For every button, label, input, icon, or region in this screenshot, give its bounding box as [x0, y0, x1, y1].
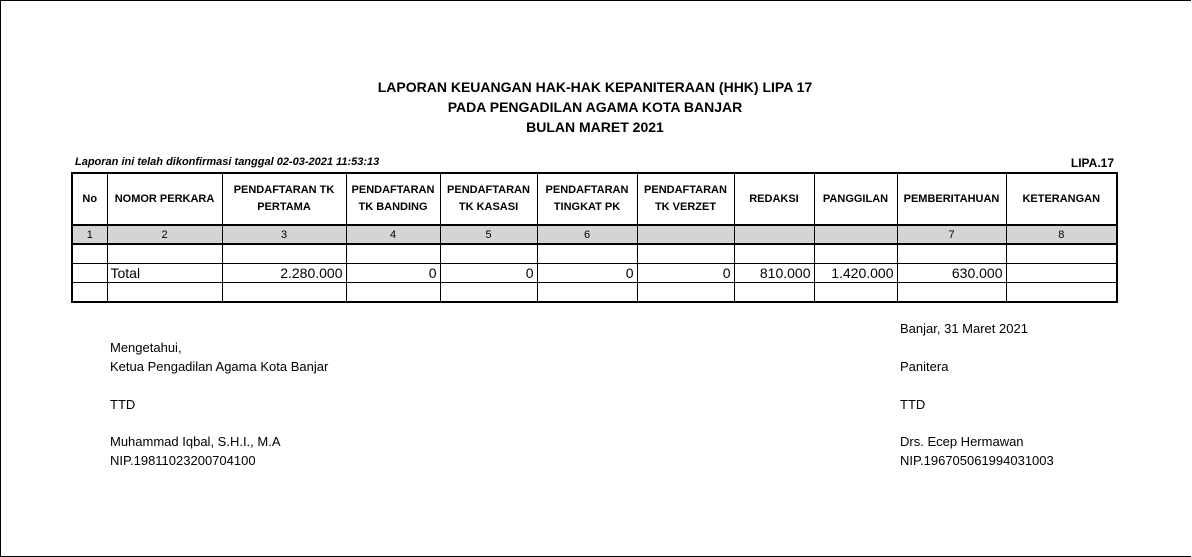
left-position: Ketua Pengadilan Agama Kota Banjar: [110, 359, 329, 374]
table-cell: [637, 244, 734, 264]
column-number: 7: [897, 225, 1006, 244]
column-number: 3: [222, 225, 346, 244]
table-cell: [734, 283, 814, 303]
table-row-total: [72, 264, 1117, 283]
header-no: No: [72, 173, 107, 225]
report-title: [0, 77, 1190, 137]
table-cell: [222, 244, 346, 264]
table-cell: [537, 283, 637, 303]
total-redaksi: 810.000: [734, 264, 814, 283]
column-number: 2: [107, 225, 222, 244]
header-tingkat-pk: PENDAFTARAN TINGKAT PK: [537, 173, 637, 225]
header-tk-verzet: PENDAFTARAN TK VERZET: [637, 173, 734, 225]
table-cell: [72, 283, 107, 303]
confirmation-note: Laporan ini telah dikonfirmasi tanggal 02-03-2021 11:53:13: [75, 156, 380, 168]
header-tk-kasasi: PENDAFTARAN TK KASASI: [440, 173, 537, 225]
total-keterangan: [1006, 264, 1117, 283]
total-tk-kasasi: 0: [440, 264, 537, 283]
form-code: LIPA.17: [1070, 156, 1114, 170]
table-cell: [222, 283, 346, 303]
acknowledge-text: Mengetahui,: [110, 340, 182, 355]
signature-block-left: [110, 338, 328, 470]
header-tk-pertama: PENDAFTARAN TK PERTAMA: [222, 173, 346, 225]
total-tk-verzet: 0: [637, 264, 734, 283]
table-cell: [346, 244, 440, 264]
column-number: 5: [440, 225, 537, 244]
column-number: 4: [346, 225, 440, 244]
table-header-row: [72, 173, 1117, 225]
table-cell: [346, 283, 440, 303]
table-cell: [1006, 283, 1117, 303]
header-keterangan: KETERANGAN: [1006, 173, 1117, 225]
total-label: Total: [107, 264, 222, 283]
report-title-line-3: BULAN MARET 2021: [526, 119, 664, 135]
right-ttd: TTD: [900, 397, 926, 412]
table-cell: [814, 244, 897, 264]
column-number: [734, 225, 814, 244]
column-number: 1: [72, 225, 107, 244]
report-title-line-1: LAPORAN KEUANGAN HAK-HAK KEPANITERAAN (HHK) LIPA 17: [377, 79, 813, 95]
header-redaksi: REDAKSI: [734, 173, 814, 225]
table-cell: [814, 283, 897, 303]
total-tk-pertama: 2.280.000: [222, 264, 346, 283]
signature-block-right: [900, 319, 1054, 470]
right-signatory-name: Drs. Ecep Hermawan: [900, 434, 1024, 449]
table-cell: [440, 283, 537, 303]
table-cell: [1006, 244, 1117, 264]
table-cell: [897, 244, 1006, 264]
left-signatory-name: Muhammad Iqbal, S.H.I., M.A: [110, 434, 281, 449]
table-cell: [72, 264, 107, 283]
table-cell: [107, 244, 222, 264]
report-title-line-2: PADA PENGADILAN AGAMA KOTA BANJAR: [447, 99, 743, 115]
column-number: [637, 225, 734, 244]
place-date: Banjar, 31 Maret 2021: [900, 321, 1028, 336]
table-cell: [440, 244, 537, 264]
column-number-row: [72, 225, 1117, 244]
column-number: 6: [537, 225, 637, 244]
header-nomor-perkara: NOMOR PERKARA: [107, 173, 222, 225]
right-position: Panitera: [900, 359, 949, 374]
total-panggilan: 1.420.000: [814, 264, 897, 283]
column-number: [814, 225, 897, 244]
table-cell: [537, 244, 637, 264]
left-signatory-nip: NIP.19811023200704100: [110, 453, 256, 468]
total-tk-banding: 0: [346, 264, 440, 283]
table-cell: [107, 283, 222, 303]
table-cell: [72, 244, 107, 264]
table-row-empty: [72, 283, 1117, 303]
finance-table: [71, 172, 1118, 303]
table-cell: [897, 283, 1006, 303]
total-pemberitahuan: 630.000: [897, 264, 1006, 283]
total-tingkat-pk: 0: [537, 264, 637, 283]
header-tk-banding: PENDAFTARAN TK BANDING: [346, 173, 440, 225]
right-signatory-nip: NIP.196705061994031003: [900, 453, 1054, 468]
table-row-empty: [72, 244, 1117, 264]
header-pemberitahuan: PEMBERITAHUAN: [897, 173, 1006, 225]
header-panggilan: PANGGILAN: [814, 173, 897, 225]
table-cell: [734, 244, 814, 264]
table-cell: [637, 283, 734, 303]
column-number: 8: [1006, 225, 1117, 244]
left-ttd: TTD: [110, 397, 136, 412]
